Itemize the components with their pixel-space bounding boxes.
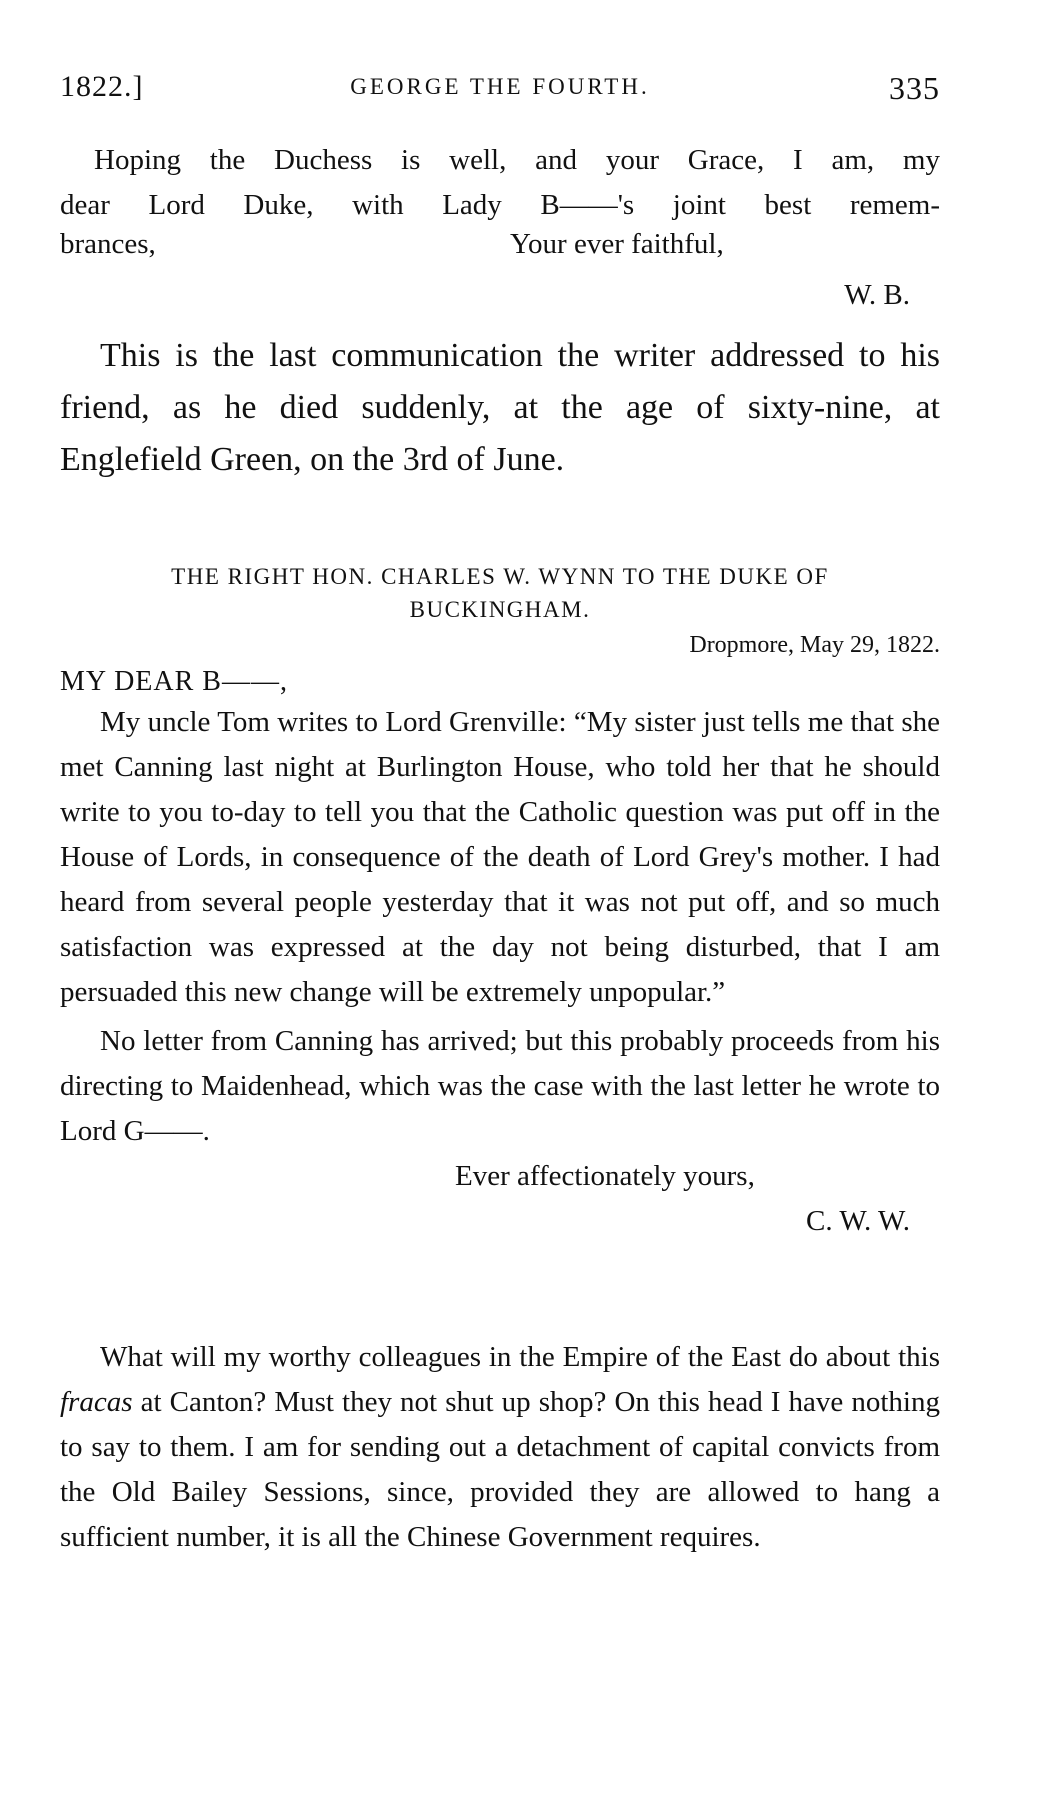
letter-one-brances: brances, [60, 228, 156, 260]
running-head-title: GEORGE THE FOURTH. [350, 74, 650, 99]
letter-one-line-3 [60, 228, 940, 273]
letter-two-closing: Ever affectionately yours, [455, 1160, 755, 1192]
postscript-block [60, 1335, 940, 1560]
narrative-paragraph: This is the last communication the writer addressed to his friend, as he died suddenly, at the age of sixty-nine, at Englefield Green, on the 3rd of June. [60, 337, 940, 478]
letter-one-closing [60, 138, 940, 318]
running-head-year: 1822.] [60, 70, 144, 103]
letter-two-heading: THE RIGHT HON. CHARLES W. WYNN TO THE DUKE OF BUCKINGHAM. [171, 564, 829, 622]
letter-one-line-1: Hoping the Duchess is well, and your Grace, I am, my [94, 144, 940, 176]
postscript-italic-word: fracas [60, 1386, 133, 1418]
page-number: 335 [889, 70, 940, 106]
letter-one-line-2: dear Lord Duke, with Lady B——'s joint best remem- [60, 189, 940, 221]
letter-two-heading-block [60, 560, 940, 702]
letter-two-body [60, 700, 940, 1244]
running-head [60, 70, 940, 110]
letter-one-valediction: Your ever faithful, [510, 228, 724, 260]
postscript-text-start: What will my worthy colleagues in the Empire of the East do about this [100, 1341, 940, 1373]
postscript-paragraph [60, 1335, 940, 1560]
letter-one-signature: W. B. [844, 279, 910, 311]
letter-two-paragraph-1: My uncle Tom writes to Lord Grenville: “My sister just tells me that she met Canning last night at Burlington House, who told her that he should write to you to-day to tell you that the Catholic question was put off in the House of Lords, in consequence of the death of Lord Grey's mother. I had heard from several people yesterday that it was not put off, and so much satisfaction was expressed at the day not being disturbed, that I am persuaded this new change will be extremely unpopular.” [60, 706, 940, 1008]
letter-two-signature: C. W. W. [806, 1205, 910, 1237]
letter-two-dateline: Dropmore, May 29, 1822. [689, 632, 940, 658]
narrative-paragraph-block [60, 330, 940, 486]
postscript-text-end: at Canton? Must they not shut up shop? On this head I have nothing to say to them. I am for sending out a detachment of capital convicts from the Old Bailey Sessions, since, provided they are allowed to hang a sufficient number, it is all the Chinese Government requires. [60, 1386, 940, 1553]
letter-two-salutation: MY DEAR B——, [60, 666, 288, 697]
letter-two-paragraph-2: No letter from Canning has arrived; but this probably proceeds from his directing to Maidenhead, which was the case with the last letter he wrote to Lord G——. [60, 1025, 940, 1147]
